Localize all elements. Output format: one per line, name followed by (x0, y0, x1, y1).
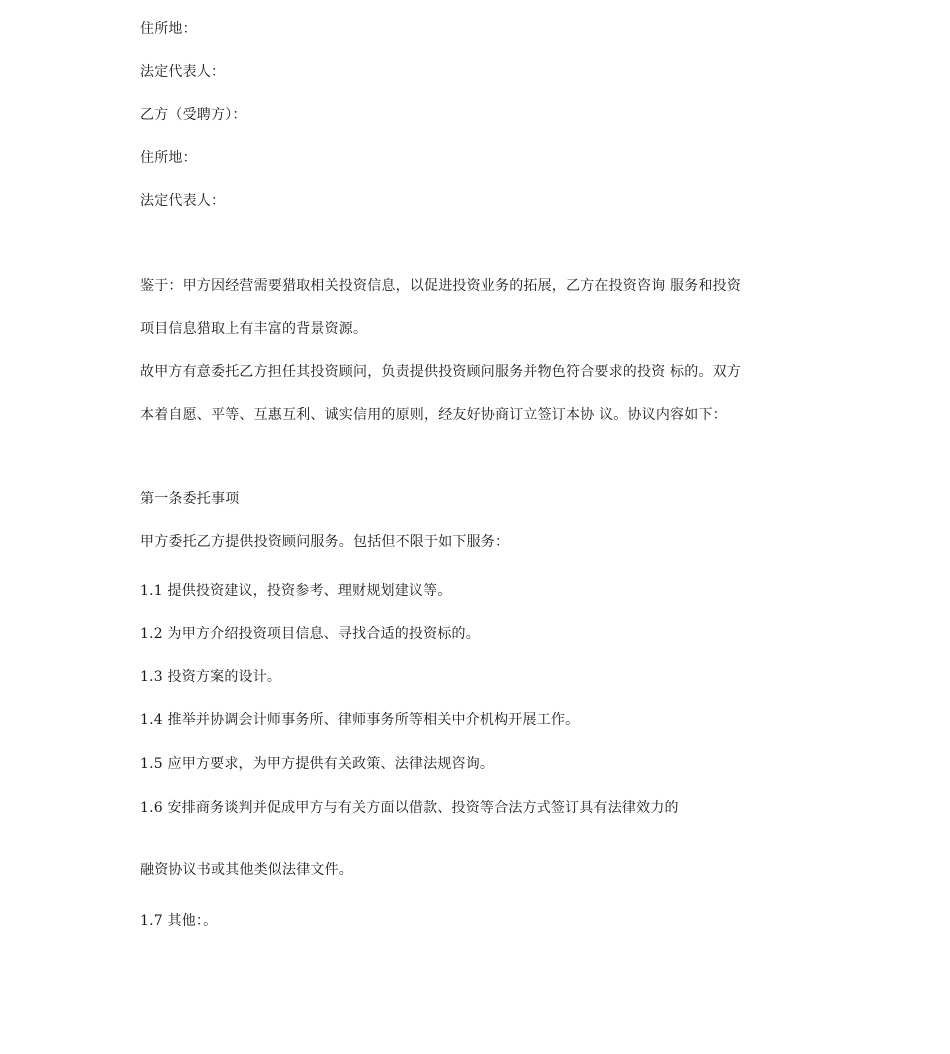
article-1-heading: 第一条委托事项 (140, 491, 240, 507)
party-a-address-label: 住所地： (140, 21, 197, 37)
preamble-line-3: 故甲方有意委托乙方担任其投资顾问，负责提供投资顾问服务并物色符合要求的投资 标的。双方 (140, 364, 742, 380)
party-a-representative-label: 法定代表人： (140, 64, 226, 80)
party-b-representative-label: 法定代表人： (140, 193, 226, 209)
article-1-item: 1.1 提供投资建议，投资参考、理财规划建议等。 (140, 583, 452, 599)
party-b-title: 乙方（受聘方）： (140, 107, 247, 123)
article-1-item: 1.6 安排商务谈判并促成甲方与有关方面以借款、投资等合法方式签订具有法律效力的 (140, 800, 679, 816)
article-1-item: 1.2 为甲方介绍投资项目信息、寻找合适的投资标的。 (140, 626, 480, 642)
preamble-line-4: 本着自愿、平等、互惠互利、诚实信用的原则，经友好协商订立签订本协 议。协议内容如下： (140, 407, 727, 423)
party-b-address-label: 住所地： (140, 150, 197, 166)
article-1-item: 1.3 投资方案的设计。 (140, 669, 282, 685)
article-1-item-continuation: 融资协议书或其他类似法律文件。 (140, 862, 353, 878)
article-1-intro: 甲方委托乙方提供投资顾问服务。包括但不限于如下服务： (140, 534, 510, 550)
preamble-line-2: 项目信息猎取上有丰富的背景资源。 (140, 321, 368, 337)
article-1-item: 1.7 其他：。 (140, 913, 218, 929)
article-1-item: 1.5 应甲方要求，为甲方提供有关政策、法律法规咨询。 (140, 756, 495, 772)
article-1-item: 1.4 推举并协调会计师事务所、律师事务所等相关中介机构开展工作。 (140, 712, 580, 728)
preamble-line-1: 鉴于：甲方因经营需要猎取相关投资信息，以促进投资业务的拓展，乙方在投资咨询 服务和投资 (140, 278, 742, 294)
